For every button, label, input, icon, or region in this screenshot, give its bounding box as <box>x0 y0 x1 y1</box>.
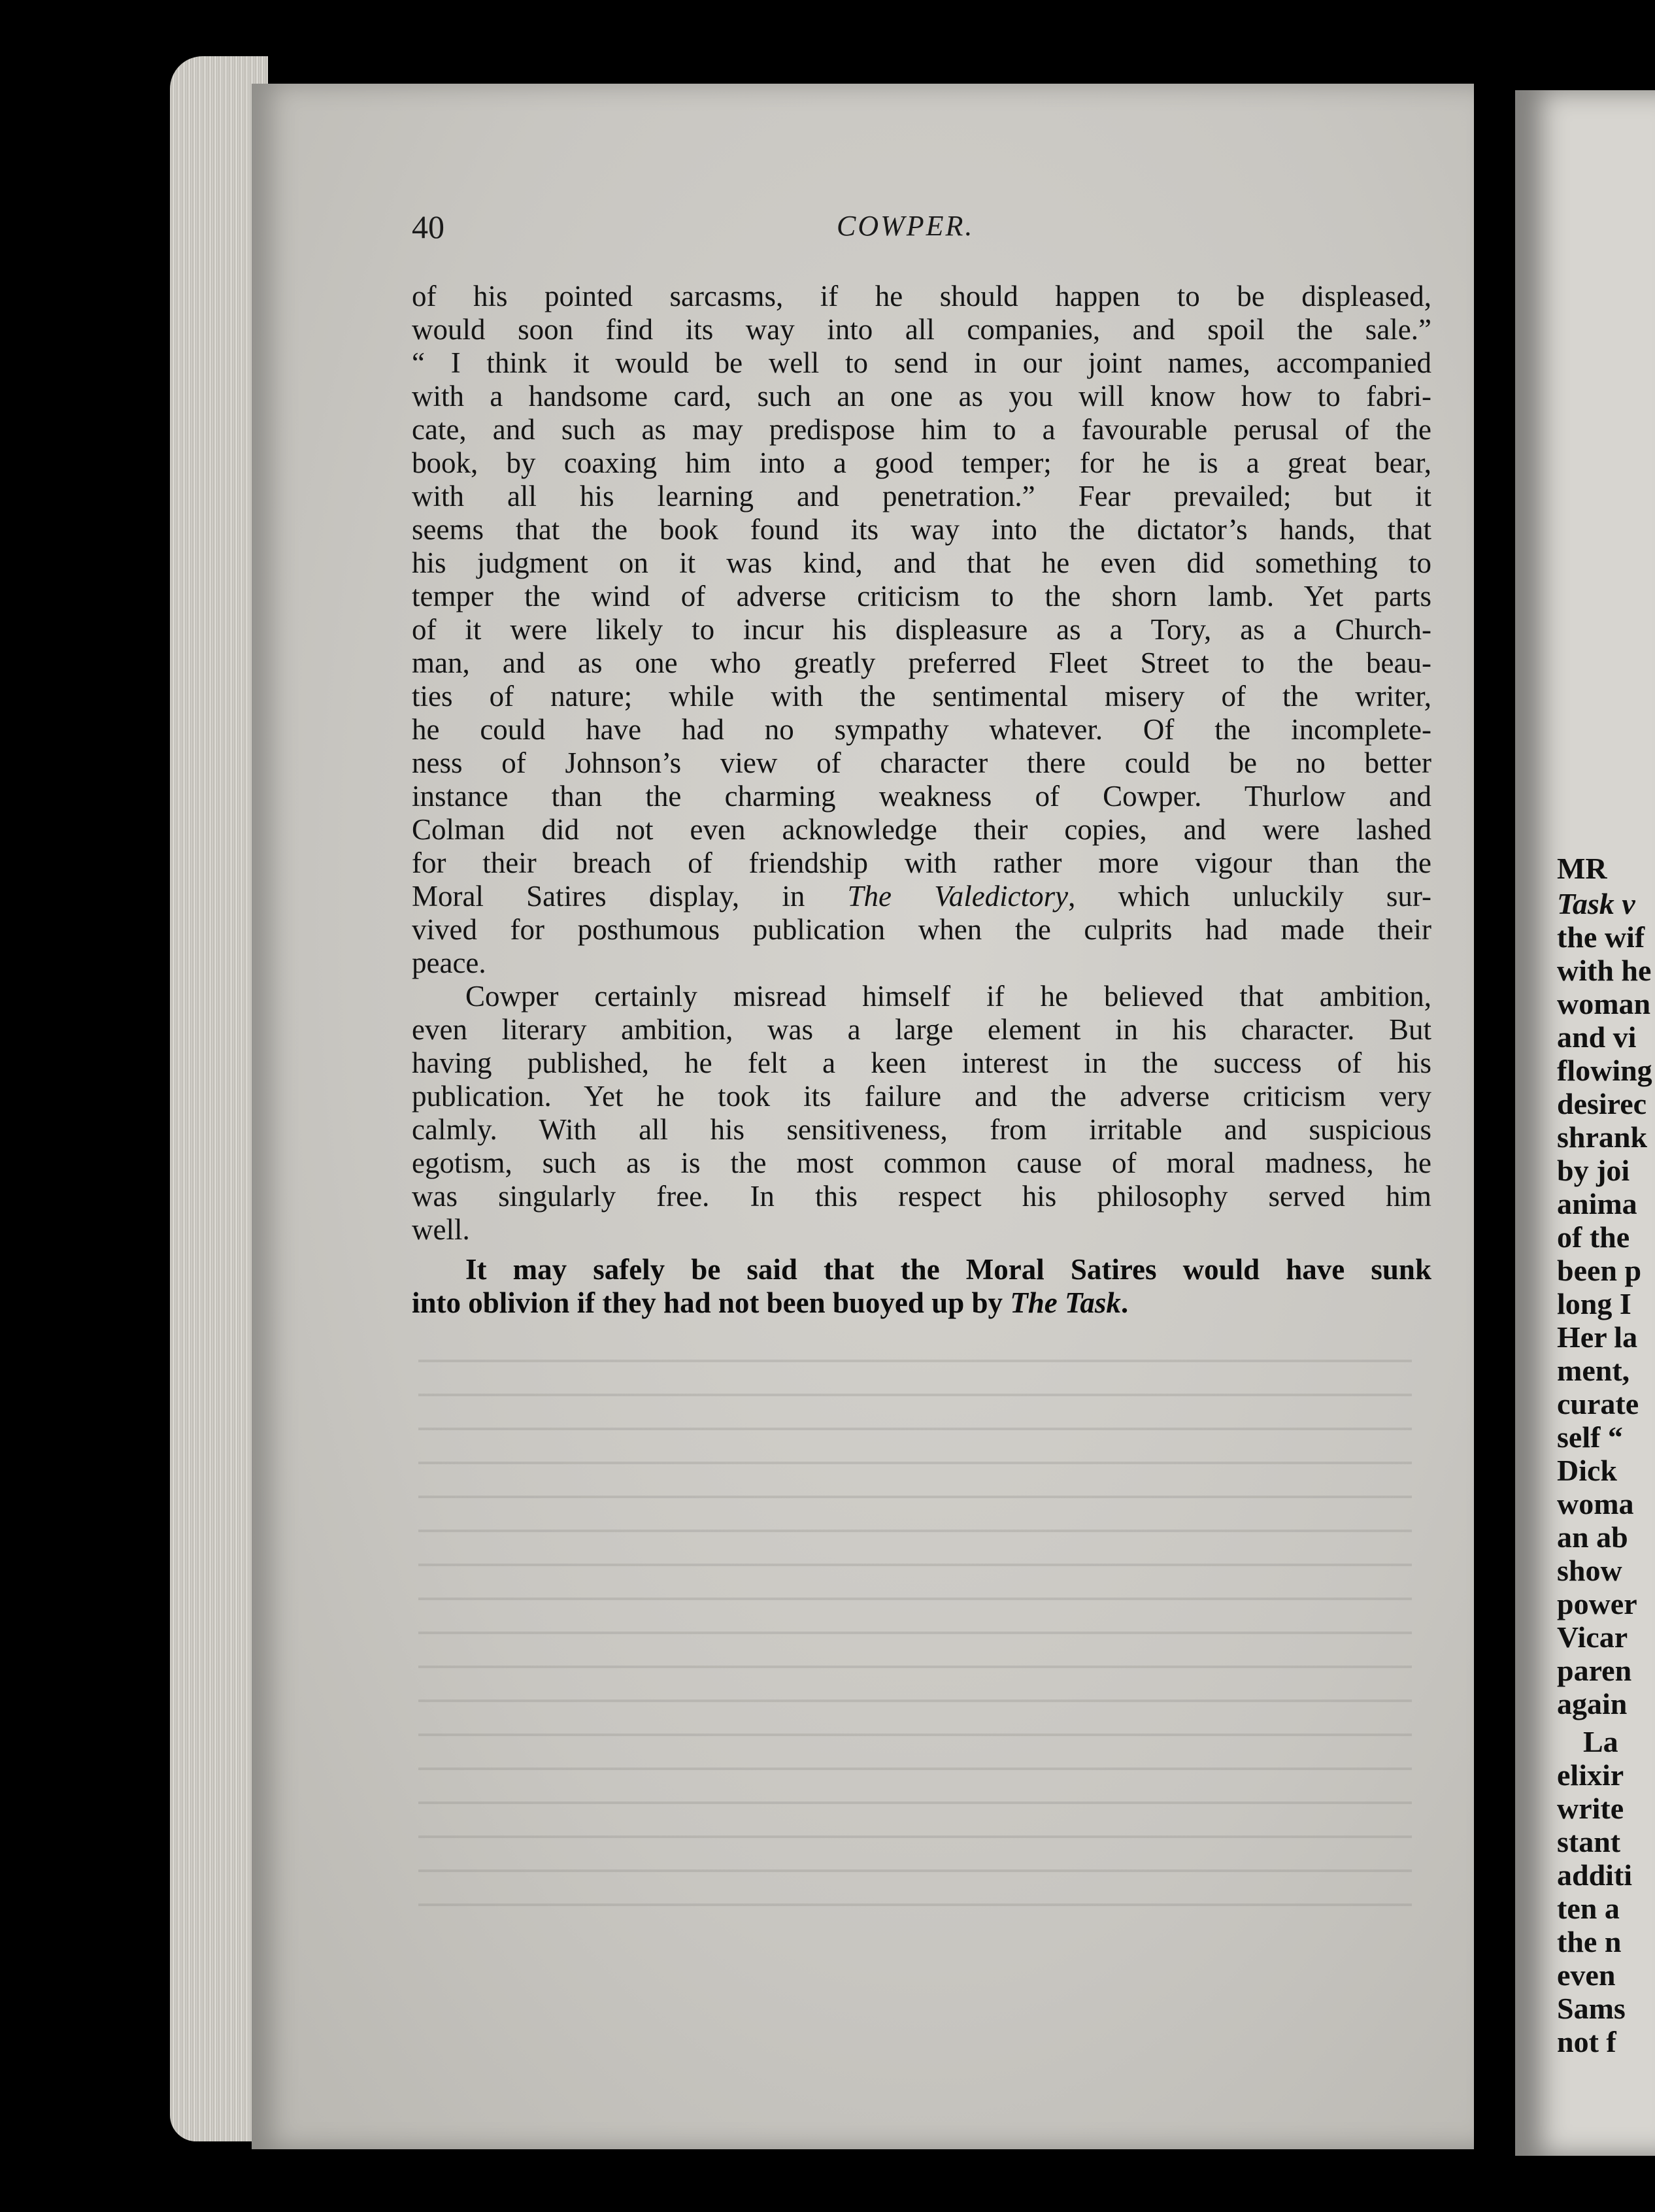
right-page-line: paren <box>1557 1654 1632 1687</box>
text-line: was singularly free. In this respect his philosophy served him <box>412 1180 1431 1213</box>
text-line: with a handsome card, such an one as you will know how to fabri- <box>412 380 1431 412</box>
text-line: would soon find its way into all companies, and spoil the sale.” <box>412 313 1431 346</box>
right-page-line: an ab <box>1557 1520 1628 1554</box>
right-page-line: been p <box>1557 1254 1642 1287</box>
right-page-line: with he <box>1557 954 1652 987</box>
right-page-line: again <box>1557 1687 1628 1720</box>
page-header <box>412 208 1431 254</box>
right-page-line: curate <box>1557 1387 1639 1420</box>
right-page-line: woman <box>1557 987 1651 1020</box>
right-page-line: desirec <box>1557 1087 1647 1120</box>
show-through-text <box>418 1340 1412 1928</box>
right-page-line: woma <box>1557 1487 1634 1520</box>
right-page-line: not f <box>1557 2025 1616 2058</box>
text-line: he could have had no sympathy whatever. Of the incomplete- <box>412 713 1431 746</box>
right-page-line: even <box>1557 1958 1616 1992</box>
right-page-line: stant <box>1557 1825 1621 1858</box>
text-line: cate, and such as may predispose him to a favourable perusal of the <box>412 413 1431 446</box>
text-line: publication. Yet he took its failure and the adverse criticism very <box>412 1080 1431 1113</box>
right-page-line: additi <box>1557 1858 1633 1892</box>
text-line: even literary ambition, was a large element in his character. But <box>412 1013 1431 1046</box>
text-line: “ I think it would be well to send in our joint names, accompanied <box>412 346 1431 379</box>
right-page-line: by joi <box>1557 1154 1630 1187</box>
text-line: peace. <box>412 947 486 979</box>
right-page-line: La <box>1583 1725 1618 1758</box>
text-line: temper the wind of adverse criticism to the shorn lamb. Yet parts <box>412 580 1431 612</box>
text-line: with all his learning and penetration.” Fear prevailed; but it <box>412 480 1431 512</box>
body-text <box>412 280 1431 1320</box>
right-page-line: the n <box>1557 1925 1622 1958</box>
text-line: Cowper certainly misread himself if he believed that ambition, <box>465 980 1431 1013</box>
right-page-line: of the <box>1557 1220 1630 1254</box>
right-page-line: shrank <box>1557 1120 1648 1154</box>
right-page-line: show <box>1557 1554 1622 1587</box>
paragraph-1 <box>412 280 1431 980</box>
text-line: having published, he felt a keen interest in the success of his <box>412 1047 1431 1079</box>
text-line: for their breach of friendship with rather more vigour than the <box>412 846 1431 879</box>
right-page-line: ment, <box>1557 1354 1630 1387</box>
right-page-line: write <box>1557 1792 1624 1825</box>
text-line: It may safely be said that the Moral Satires would have sunk <box>465 1253 1431 1286</box>
text-line: calmly. With all his sensitiveness, from irritable and suspicious <box>412 1113 1431 1146</box>
right-page-line: anima <box>1557 1187 1637 1220</box>
text-line: book, by coaxing him into a good temper; for he is a great bear, <box>412 446 1431 479</box>
right-page-line: and vi <box>1557 1020 1637 1054</box>
text-line: of it were likely to incur his displeasure as a Tory, as a Church- <box>412 613 1431 646</box>
right-page-line: power <box>1557 1587 1637 1620</box>
right-page <box>1515 90 1655 2156</box>
text-line: well. <box>412 1213 470 1246</box>
right-page-line: long I <box>1557 1287 1631 1320</box>
right-page-line: ten a <box>1557 1892 1620 1925</box>
text-line: egotism, such as is the most common cause of moral madness, he <box>412 1147 1431 1179</box>
page-number: 40 <box>412 209 444 245</box>
right-page-line: self “ <box>1557 1420 1623 1454</box>
paragraph-3 <box>412 1253 1431 1320</box>
text-line: instance than the charming weakness of Cowper. Thurlow and <box>412 780 1431 813</box>
right-page-line: Her la <box>1557 1320 1638 1354</box>
text-line: Colman did not even acknowledge their copies, and were lashed <box>412 813 1431 846</box>
running-head: COWPER. <box>837 210 975 242</box>
text-line: his judgment on it was kind, and that he even did something to <box>412 546 1431 579</box>
right-page-line: the wif <box>1557 920 1645 954</box>
text-line: ties of nature; while with the sentimental misery of the writer, <box>412 680 1431 712</box>
paragraph-2 <box>412 980 1431 1247</box>
right-page-line: Sams <box>1557 1992 1626 2025</box>
text-line: vived for posthumous publication when the culprits had made their <box>412 913 1431 946</box>
right-page-line: Task v <box>1557 887 1635 920</box>
text-line: into oblivion if they had not been buoyed up by The Task. <box>412 1286 1129 1319</box>
right-page-line: flowing <box>1557 1054 1652 1087</box>
right-page-line: MR <box>1557 852 1607 885</box>
right-page-line: elixir <box>1557 1758 1624 1792</box>
right-page-line: Dick <box>1557 1454 1617 1487</box>
text-line: Moral Satires display, in The Valedictory, which unluckily sur- <box>412 880 1431 913</box>
text-line: ness of Johnson’s view of character there could be no better <box>412 746 1431 779</box>
text-line: of his pointed sarcasms, if he should happen to be displeased, <box>412 280 1431 312</box>
right-page-line: Vicar <box>1557 1620 1628 1654</box>
text-line: man, and as one who greatly preferred Fleet Street to the beau- <box>412 646 1431 679</box>
text-line: seems that the book found its way into the dictator’s hands, that <box>412 513 1431 546</box>
